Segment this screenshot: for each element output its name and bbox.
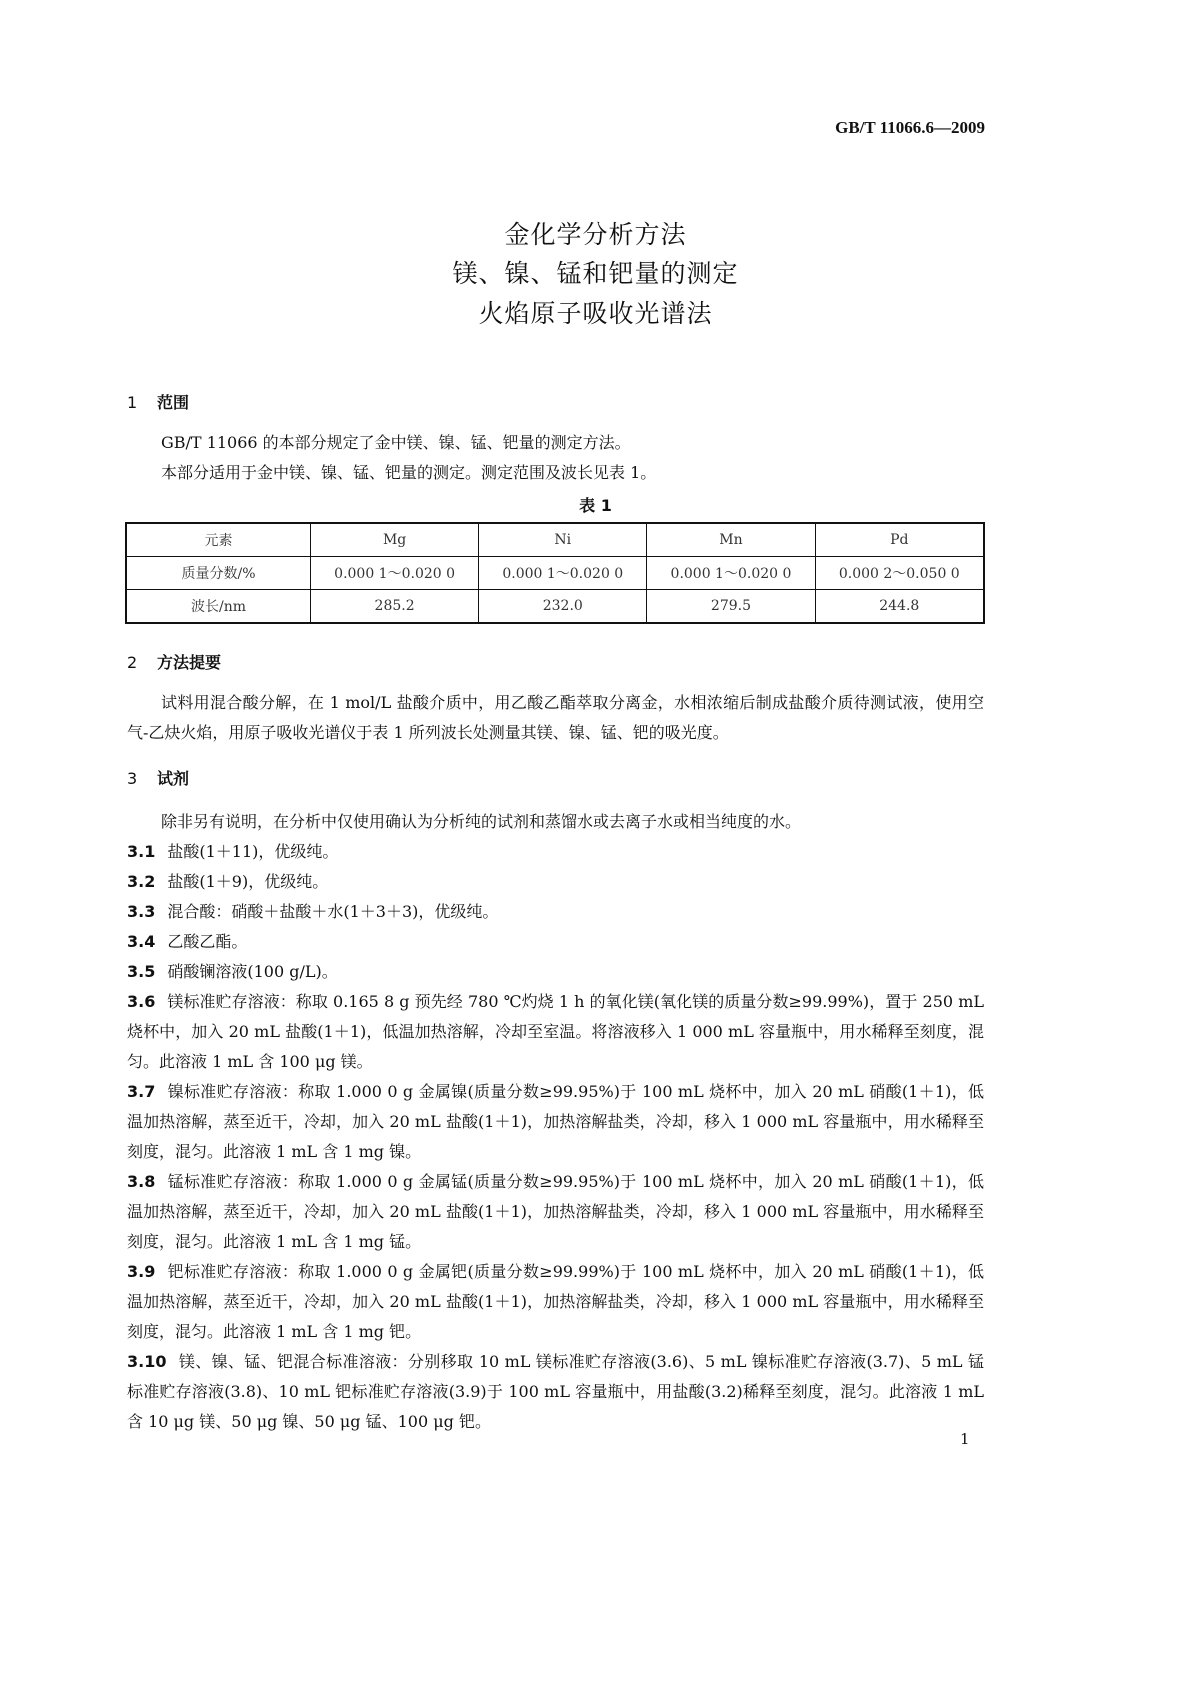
table-cell: 285.2 bbox=[311, 590, 479, 624]
reagent-item bbox=[127, 867, 984, 897]
table-cell: 0.000 2～0.050 0 bbox=[815, 557, 984, 590]
section-1-paragraph: 本部分适用于金中镁、镍、锰、钯量的测定。测定范围及波长见表 1。 bbox=[161, 463, 657, 482]
document-title-line-1: 金化学分析方法 bbox=[504, 220, 687, 249]
reagent-item-number: 3.7 bbox=[127, 1082, 156, 1101]
reagent-item-number: 3.4 bbox=[127, 932, 156, 951]
document-title-line-3: 火焰原子吸收光谱法 bbox=[478, 299, 713, 328]
standard-code: GB/T 11066.6—2009 bbox=[835, 118, 985, 137]
table-cell: 244.8 bbox=[815, 590, 984, 624]
section-3-heading bbox=[127, 766, 189, 789]
table-cell: 232.0 bbox=[479, 590, 647, 624]
table-cell: 质量分数/% bbox=[126, 557, 311, 590]
section-title: 范围 bbox=[157, 393, 190, 412]
section-title: 试剂 bbox=[157, 769, 190, 788]
reagent-item-text: 硝酸镧溶液(100 g/L)。 bbox=[167, 962, 338, 981]
section-1-paragraph: GB/T 11066 的本部分规定了金中镁、镍、锰、钯量的测定方法。 bbox=[161, 433, 631, 452]
table-cell: 0.000 1～0.020 0 bbox=[647, 557, 815, 590]
reagent-item-text: 镍标准贮存溶液：称取 1.000 0 g 金属镍(质量分数≥99.95%)于 100 mL 烧杯中，加入 20 mL 硝酸(1＋1)，低温加热溶解，蒸至近干，冷却，加入 20 mL 盐酸(1＋1)，加热溶解盐类，冷却，移入 1 000 mL 容量瓶中，用水稀释至刻度，混匀。此溶液 1 mL 含 1 mg 镍。 bbox=[127, 1082, 984, 1161]
reagent-item bbox=[127, 1167, 984, 1257]
table-1 bbox=[125, 522, 985, 624]
reagent-item-number: 3.10 bbox=[127, 1352, 167, 1371]
table-cell: 0.000 1～0.020 0 bbox=[311, 557, 479, 590]
reagent-item-number: 3.6 bbox=[127, 992, 156, 1011]
section-number: 2 bbox=[127, 653, 138, 672]
reagent-item bbox=[127, 1347, 984, 1437]
reagent-item-text: 锰标准贮存溶液：称取 1.000 0 g 金属锰(质量分数≥99.95%)于 100 mL 烧杯中，加入 20 mL 硝酸(1＋1)，低温加热溶解，蒸至近干，冷却，加入 20 mL 盐酸(1＋1)，加热溶解盐类，冷却，移入 1 000 mL 容量瓶中，用水稀释至刻度，混匀。此溶液 1 mL 含 1 mg 锰。 bbox=[127, 1172, 984, 1251]
page-number: 1 bbox=[960, 1430, 970, 1448]
reagent-item bbox=[127, 1257, 984, 1347]
section-3-intro: 除非另有说明，在分析中仅使用确认为分析纯的试剂和蒸馏水或去离子水或相当纯度的水。 bbox=[161, 812, 802, 831]
document-title-line-2: 镁、镍、锰和钯量的测定 bbox=[452, 259, 739, 288]
reagent-item-text: 钯标准贮存溶液：称取 1.000 0 g 金属钯(质量分数≥99.99%)于 100 mL 烧杯中，加入 20 mL 硝酸(1＋1)，低温加热溶解，蒸至近干，冷却，加入 20 mL 盐酸(1＋1)，加热溶解盐类，冷却，移入 1 000 mL 容量瓶中，用水稀释至刻度，混匀。此溶液 1 mL 含 1 mg 钯。 bbox=[127, 1262, 984, 1341]
reagent-item bbox=[127, 987, 984, 1077]
reagent-item-number: 3.8 bbox=[127, 1172, 156, 1191]
table-row bbox=[126, 523, 984, 557]
section-2-paragraph: 试料用混合酸分解，在 1 mol/L 盐酸介质中，用乙酸乙酯萃取分离金，水相浓缩后制成盐酸介质待测试液，使用空气-乙炔火焰，用原子吸收光谱仪于表 1 所列波长处测量其镁、镍、锰、钯的吸光度。 bbox=[127, 693, 984, 742]
reagent-item-number: 3.2 bbox=[127, 872, 156, 891]
reagent-item bbox=[127, 837, 984, 867]
reagent-item-number: 3.9 bbox=[127, 1262, 156, 1281]
table-row bbox=[126, 590, 984, 624]
section-number: 1 bbox=[127, 393, 138, 412]
reagent-item-text: 镁标准贮存溶液：称取 0.165 8 g 预先经 780 ℃灼烧 1 h 的氧化镁(氧化镁的质量分数≥99.99%)，置于 250 mL 烧杯中，加入 20 mL 盐酸(1＋1)，低温加热溶解，冷却至室温。将溶液移入 1 000 mL 容量瓶中，用水稀释至刻度，混匀。此溶液 1 mL 含 100 μg 镁。 bbox=[127, 992, 984, 1071]
section-1-heading bbox=[127, 390, 189, 413]
section-number: 3 bbox=[127, 769, 138, 788]
reagent-item bbox=[127, 927, 984, 957]
table-cell: 279.5 bbox=[647, 590, 815, 624]
reagent-item-text: 混合酸：硝酸＋盐酸＋水(1＋3＋3)，优级纯。 bbox=[167, 902, 499, 921]
table-cell: Mn bbox=[647, 523, 815, 557]
reagent-item-text: 盐酸(1＋11)，优级纯。 bbox=[167, 842, 339, 861]
table-cell: 元素 bbox=[126, 523, 311, 557]
reagent-item-text: 乙酸乙酯。 bbox=[167, 932, 248, 951]
reagent-item bbox=[127, 957, 984, 987]
table-cell: Pd bbox=[815, 523, 984, 557]
section-2-heading bbox=[127, 650, 221, 673]
reagent-item-text: 镁、镍、锰、钯混合标准溶液：分别移取 10 mL 镁标准贮存溶液(3.6)、5 mL 镍标准贮存溶液(3.7)、5 mL 锰标准贮存溶液(3.8)、10 mL 钯标准贮存溶液(3.9)于 100 mL 容量瓶中，用盐酸(3.2)稀释至刻度，混匀。此溶液 1 mL 含 10 μg 镁、50 μg 镍、50 μg 锰、100 μg 钯。 bbox=[127, 1352, 984, 1431]
reagent-item-number: 3.5 bbox=[127, 962, 156, 981]
table-row bbox=[126, 557, 984, 590]
table-cell: 波长/nm bbox=[126, 590, 311, 624]
reagent-item-number: 3.1 bbox=[127, 842, 156, 861]
table-cell: Mg bbox=[311, 523, 479, 557]
table-caption: 表 1 bbox=[579, 496, 612, 515]
reagent-list bbox=[127, 807, 984, 1437]
reagent-item-number: 3.3 bbox=[127, 902, 156, 921]
table-cell: Ni bbox=[479, 523, 647, 557]
reagent-item bbox=[127, 1077, 984, 1167]
table-cell: 0.000 1～0.020 0 bbox=[479, 557, 647, 590]
reagent-item bbox=[127, 897, 984, 927]
reagent-item-text: 盐酸(1＋9)，优级纯。 bbox=[167, 872, 329, 891]
section-title: 方法提要 bbox=[157, 653, 222, 672]
